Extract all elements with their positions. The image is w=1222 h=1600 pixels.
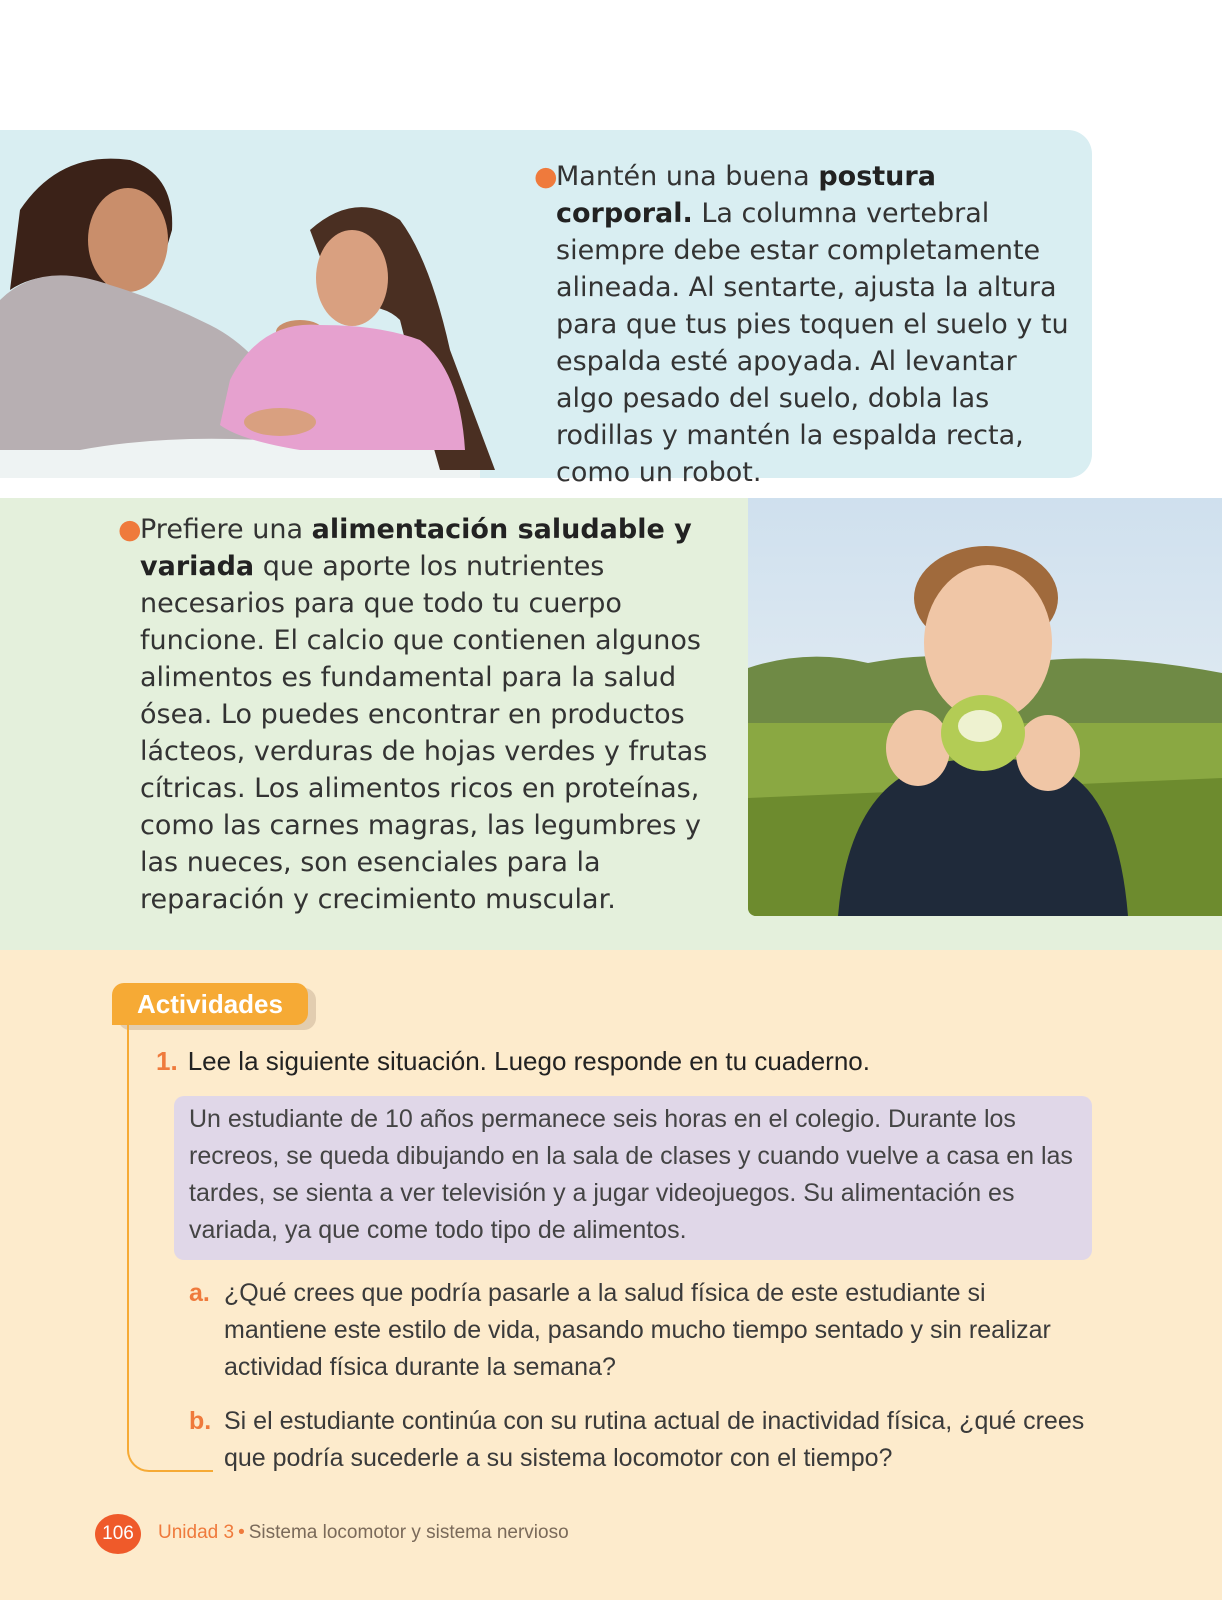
posture-rest: La columna vertebral siempre debe estar completamente alineada. Al sentarte, ajusta la altura para que tus pies toquen el suelo y tu espalda esté apoyada. Al levantar algo pesado del suelo, dobla las rodillas y mantén la espalda recta, como un robot. xyxy=(556,198,1069,488)
question-1 xyxy=(156,1043,1156,1079)
food-lead: Prefiere una xyxy=(140,514,304,545)
question-1-text: Lee la siguiente situación. Luego responde en tu cuaderno. xyxy=(187,1046,870,1076)
question-b-text: Si el estudiante continúa con su rutina actual de inactividad física, ¿qué crees que podría sucederle a su sistema locomotor con el tiempo? xyxy=(224,1407,1085,1472)
situation-text: Un estudiante de 10 años permanece seis horas en el colegio. Durante los recreos, se queda dibujando en la sala de clases y cuando vuelve a casa en las tardes, se sienta a ver televisión y a jugar videojuegos. Su alimentación es variada, ya que come todo tipo de alimentos. xyxy=(189,1105,1073,1244)
question-a xyxy=(189,1275,1094,1386)
footer-separator: • xyxy=(238,1522,245,1543)
bullet-icon: ● xyxy=(534,161,558,192)
boy-eating-apple-photo xyxy=(748,498,1222,916)
question-1-number: 1. xyxy=(156,1046,178,1076)
bullet-icon: ● xyxy=(118,514,142,545)
posture-lead: Mantén una buena xyxy=(556,161,810,192)
footer-subject: Sistema locomotor y sistema nervioso xyxy=(248,1522,569,1543)
food-paragraph xyxy=(118,511,740,918)
question-b-letter: b. xyxy=(189,1407,212,1435)
food-rest: que aporte los nutrientes necesarios para que todo tu cuerpo funcione. El calcio que contienen algunos alimentos es fundamental para la salud ósea. Lo puedes encontrar en productos lácteos, verduras de hojas verdes y frutas cítricas. Los alimentos ricos en proteínas, como las carnes magras, las legumbres y las nueces, son esenciales para la reparación y crecimiento muscular. xyxy=(140,551,708,915)
footer-caption xyxy=(158,1522,569,1544)
posture-paragraph xyxy=(534,158,1076,491)
posture-bold: postura corporal. xyxy=(556,161,936,229)
food-bold: alimentación saludable y variada xyxy=(140,514,692,582)
question-a-letter: a. xyxy=(189,1279,210,1307)
footer-unit: Unidad 3 xyxy=(158,1522,235,1543)
question-b xyxy=(189,1403,1094,1477)
page-number: 106 xyxy=(95,1514,141,1554)
question-a-text: ¿Qué crees que podría pasarle a la salud física de este estudiante si mantiene este estilo de vida, pasando mucho tiempo sentado y sin realizar actividad física durante la semana? xyxy=(224,1279,1051,1381)
activities-tab: Actividades xyxy=(112,983,308,1025)
mother-daughter-photo xyxy=(0,150,500,478)
